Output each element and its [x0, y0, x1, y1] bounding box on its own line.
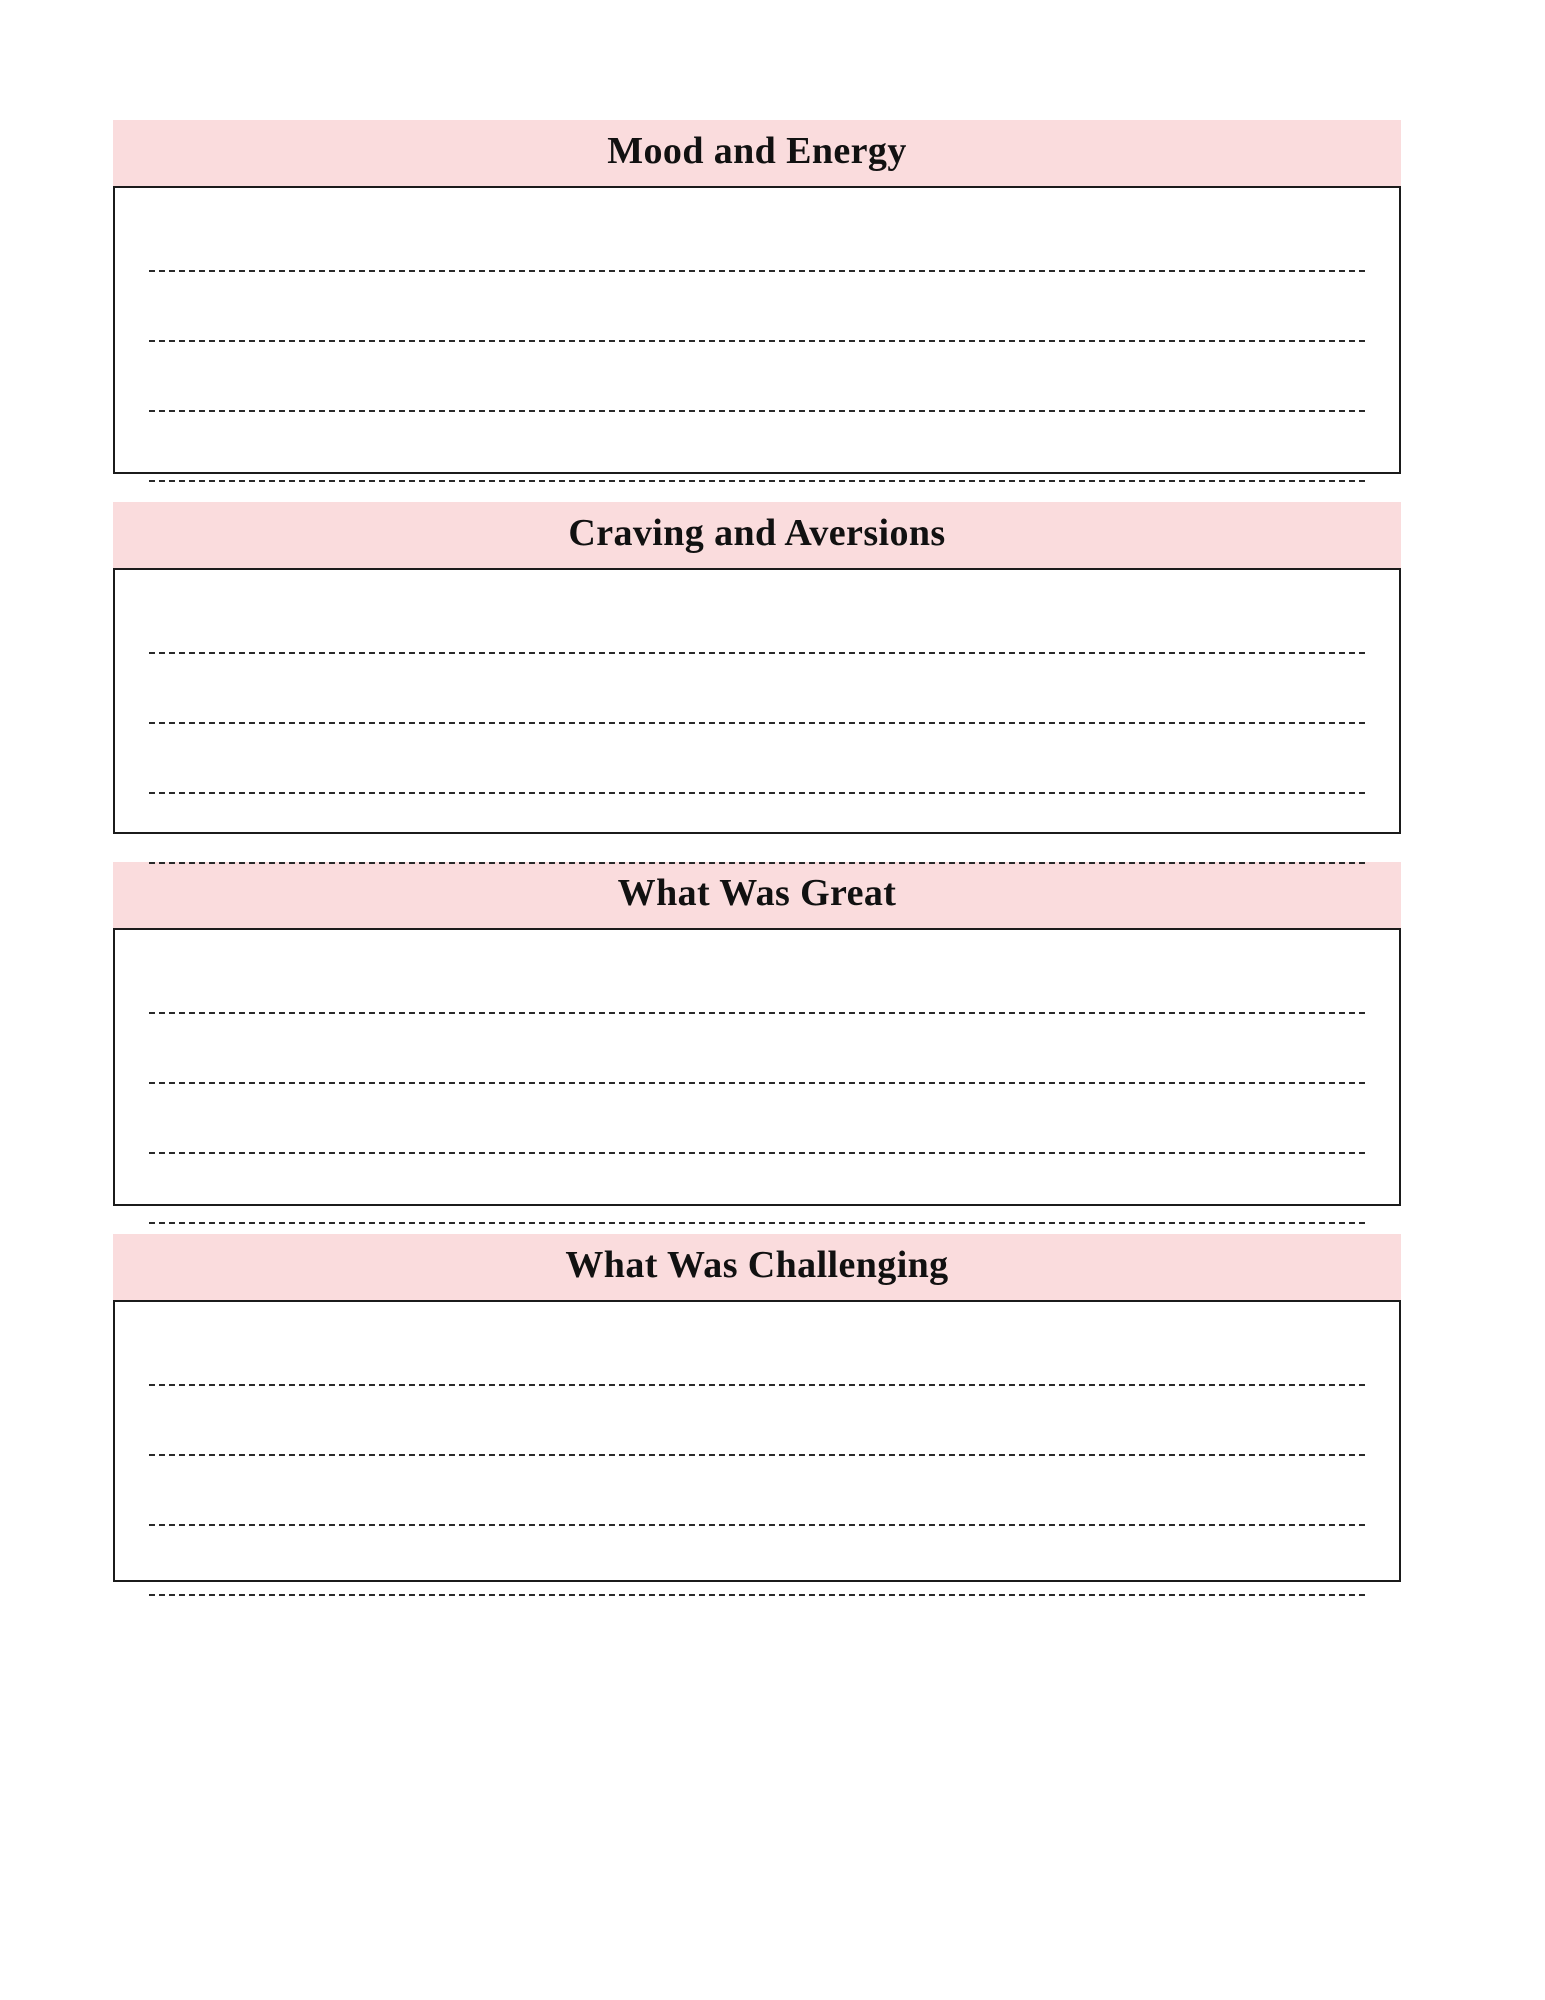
section-header-what-was-great — [113, 862, 1401, 928]
writing-line[interactable] — [149, 1384, 1365, 1386]
writing-line[interactable] — [149, 410, 1365, 412]
writing-line-row[interactable] — [149, 1386, 1365, 1456]
writing-line-row[interactable] — [149, 1154, 1365, 1224]
section-header-what-was-challenging — [113, 1234, 1401, 1300]
writing-line-row[interactable] — [149, 724, 1365, 794]
writing-line-row[interactable] — [149, 1456, 1365, 1526]
writing-line-row[interactable] — [149, 342, 1365, 412]
writing-line-row[interactable] — [149, 794, 1365, 864]
writing-line[interactable] — [149, 340, 1365, 342]
writing-line[interactable] — [149, 1524, 1365, 1526]
writing-line-row[interactable] — [149, 1526, 1365, 1596]
section-mood-and-energy — [113, 120, 1401, 474]
worksheet-sections — [113, 120, 1401, 1610]
section-writing-area-craving-and-aversions[interactable] — [113, 568, 1401, 834]
writing-line[interactable] — [149, 1082, 1365, 1084]
section-title: Craving and Aversions — [568, 511, 946, 554]
section-writing-area-mood-and-energy[interactable] — [113, 186, 1401, 474]
writing-line[interactable] — [149, 1454, 1365, 1456]
section-what-was-challenging — [113, 1234, 1401, 1582]
writing-line[interactable] — [149, 1594, 1365, 1596]
writing-line[interactable] — [149, 1012, 1365, 1014]
section-writing-area-what-was-great[interactable] — [113, 928, 1401, 1206]
writing-line[interactable] — [149, 480, 1365, 482]
writing-line-row[interactable] — [149, 944, 1365, 1014]
writing-line[interactable] — [149, 1222, 1365, 1224]
section-header-mood-and-energy — [113, 120, 1401, 186]
writing-line[interactable] — [149, 722, 1365, 724]
writing-line[interactable] — [149, 652, 1365, 654]
section-craving-and-aversions — [113, 502, 1401, 834]
section-title: What Was Great — [617, 871, 897, 914]
section-writing-area-what-was-challenging[interactable] — [113, 1300, 1401, 1582]
section-title: What Was Challenging — [565, 1243, 949, 1286]
section-header-craving-and-aversions — [113, 502, 1401, 568]
writing-line-row[interactable] — [149, 202, 1365, 272]
writing-line-row[interactable] — [149, 1084, 1365, 1154]
writing-line-row[interactable] — [149, 584, 1365, 654]
section-what-was-great — [113, 862, 1401, 1206]
writing-line[interactable] — [149, 792, 1365, 794]
writing-line[interactable] — [149, 862, 1365, 864]
section-title: Mood and Energy — [607, 130, 907, 172]
writing-line-row[interactable] — [149, 412, 1365, 482]
writing-line-row[interactable] — [149, 1316, 1365, 1386]
writing-line-row[interactable] — [149, 1014, 1365, 1084]
writing-line-row[interactable] — [149, 654, 1365, 724]
writing-line-row[interactable] — [149, 272, 1365, 342]
writing-line[interactable] — [149, 1152, 1365, 1154]
writing-line[interactable] — [149, 270, 1365, 272]
